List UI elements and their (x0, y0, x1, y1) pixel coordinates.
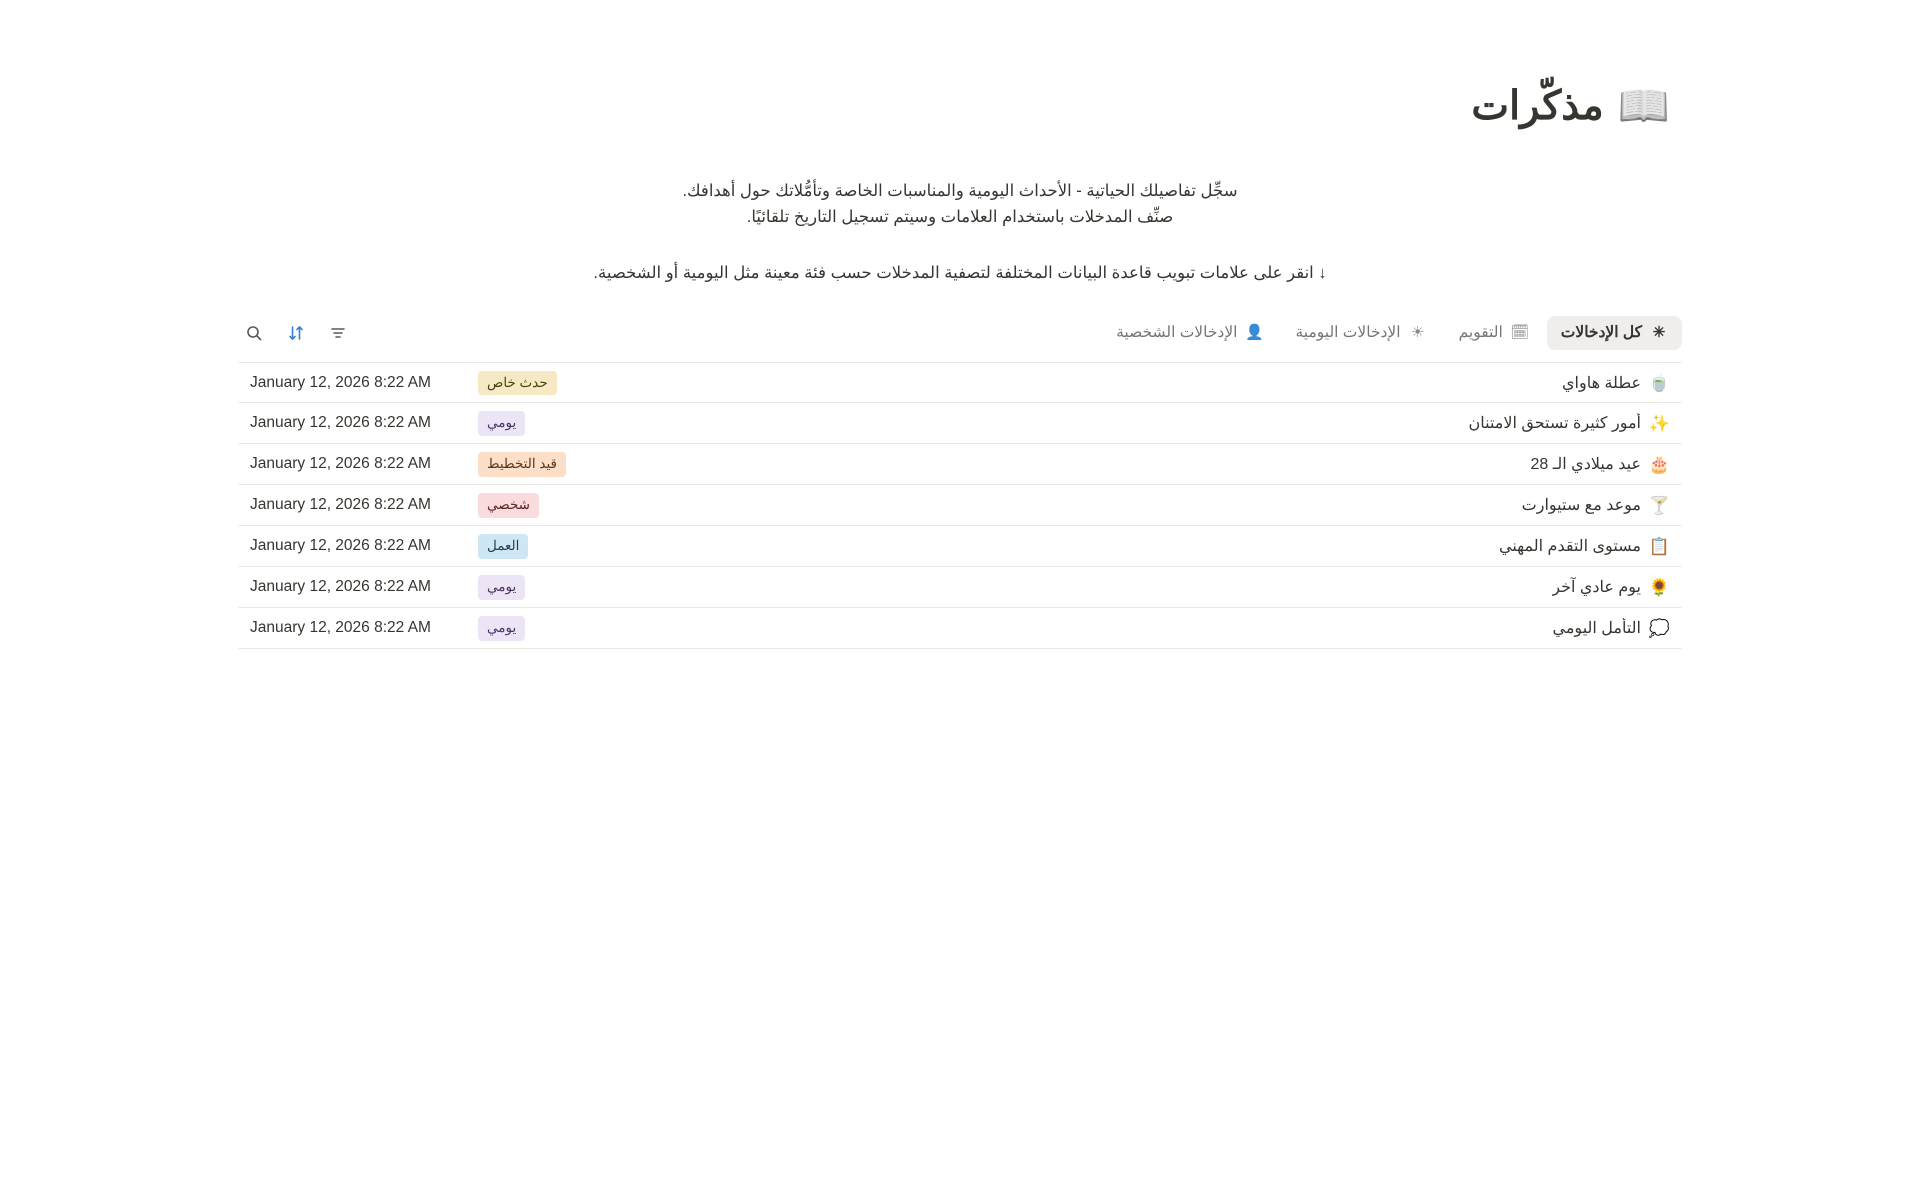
tab-calendar-label: التقويم (1458, 323, 1503, 341)
tab-personal-entries[interactable] (1102, 316, 1277, 351)
entry-emoji-icon: 📋 (1648, 536, 1670, 556)
sort-icon[interactable] (286, 323, 306, 343)
status-badge: يومي (478, 616, 525, 641)
status-badge: شخصي (478, 493, 539, 518)
database-tabs (1102, 316, 1682, 351)
row-main (1499, 536, 1670, 556)
row-meta (250, 411, 525, 436)
entry-title: موعد مع ستيوارت (1521, 497, 1641, 515)
search-icon[interactable] (244, 323, 264, 343)
entry-emoji-icon: 💭 (1648, 618, 1670, 638)
entry-date: January 12, 2026 8:22 AM (250, 537, 431, 555)
row-meta (250, 452, 566, 477)
row-meta (250, 575, 525, 600)
description-line-2: صنِّف المدخلات باستخدام العلامات وسيتم تسجيل التاريخ تلقائيًا. (746, 207, 1174, 226)
row-meta (250, 371, 557, 396)
tab-daily-entries[interactable] (1281, 316, 1440, 351)
row-main (1552, 577, 1670, 597)
row-meta (250, 616, 525, 641)
table-row[interactable] (238, 403, 1682, 444)
entry-title: التأمل اليومي (1552, 620, 1641, 638)
entry-date: January 12, 2026 8:22 AM (250, 455, 431, 473)
entry-date: January 12, 2026 8:22 AM (250, 496, 431, 514)
entry-emoji-icon: 🍸 (1648, 495, 1670, 515)
status-badge: يومي (478, 575, 525, 600)
page-header (120, 56, 1800, 156)
status-badge: حدث خاص (478, 371, 557, 396)
table-row[interactable] (238, 608, 1682, 649)
row-meta (250, 534, 528, 559)
table-row[interactable] (238, 526, 1682, 567)
row-main (1522, 495, 1670, 515)
tab-all-entries-label: كل الإدخالات (1560, 323, 1642, 341)
page-title: مذكّرات (1471, 83, 1604, 128)
entry-title: مستوى التقدم المهني (1498, 538, 1641, 556)
status-badge: يومي (478, 411, 525, 436)
sun-icon: ☀ (1410, 324, 1425, 342)
table-row[interactable] (238, 362, 1682, 403)
table-row[interactable] (238, 444, 1682, 485)
calendar-icon: 🗓 (1510, 324, 1530, 342)
page-content (120, 56, 1800, 649)
filter-icon[interactable] (328, 323, 348, 343)
asterisk-icon: ✳ (1652, 324, 1666, 342)
row-main (1469, 413, 1670, 433)
row-meta (250, 493, 539, 518)
entry-emoji-icon: 🌻 (1648, 577, 1670, 597)
tab-personal-entries-label: الإدخالات الشخصية (1116, 323, 1238, 341)
table-row[interactable] (238, 567, 1682, 608)
entry-title: عيد ميلادي الـ 28 (1530, 456, 1641, 474)
person-icon: 👤 (1245, 324, 1264, 342)
entry-date: January 12, 2026 8:22 AM (250, 373, 431, 391)
row-main (1553, 618, 1670, 638)
status-badge: العمل (478, 534, 528, 559)
entry-date: January 12, 2026 8:22 AM (250, 578, 431, 596)
entry-title: أمور كثيرة تستحق الامتنان (1468, 415, 1641, 433)
entry-emoji-icon: 🎂 (1648, 454, 1670, 474)
description-line-1: سجِّل تفاصيلك الحياتية - الأحداث اليومية والمناسبات الخاصة وتأمُّلاتك حول أهدافك. (682, 181, 1238, 200)
entry-emoji-icon: ✨ (1648, 413, 1670, 433)
entry-emoji-icon: 🍵 (1648, 373, 1670, 393)
description-hint: ↓ انقر على علامات تبويب قاعدة البيانات المختلفة لتصفية المدخلات حسب فئة معينة مثل اليومية أو الشخصية. (593, 263, 1327, 282)
tab-all-entries[interactable] (1547, 316, 1682, 351)
row-main (1562, 373, 1670, 393)
entry-date: January 12, 2026 8:22 AM (250, 619, 431, 637)
status-badge: قيد التخطيط (478, 452, 566, 477)
tab-daily-entries-label: الإدخالات اليومية (1295, 323, 1401, 341)
row-main (1530, 454, 1670, 474)
entry-title: عطلة هاواي (1562, 374, 1641, 392)
entries-list (120, 362, 1800, 649)
entry-date: January 12, 2026 8:22 AM (250, 414, 431, 432)
open-book-icon: 📖 (1617, 81, 1670, 129)
tab-calendar[interactable] (1445, 316, 1543, 351)
toolbar-actions (238, 323, 348, 343)
page-description (120, 178, 1800, 286)
entry-title: يوم عادي آخر (1552, 579, 1641, 597)
database-toolbar (120, 316, 1800, 351)
table-row[interactable] (238, 485, 1682, 526)
